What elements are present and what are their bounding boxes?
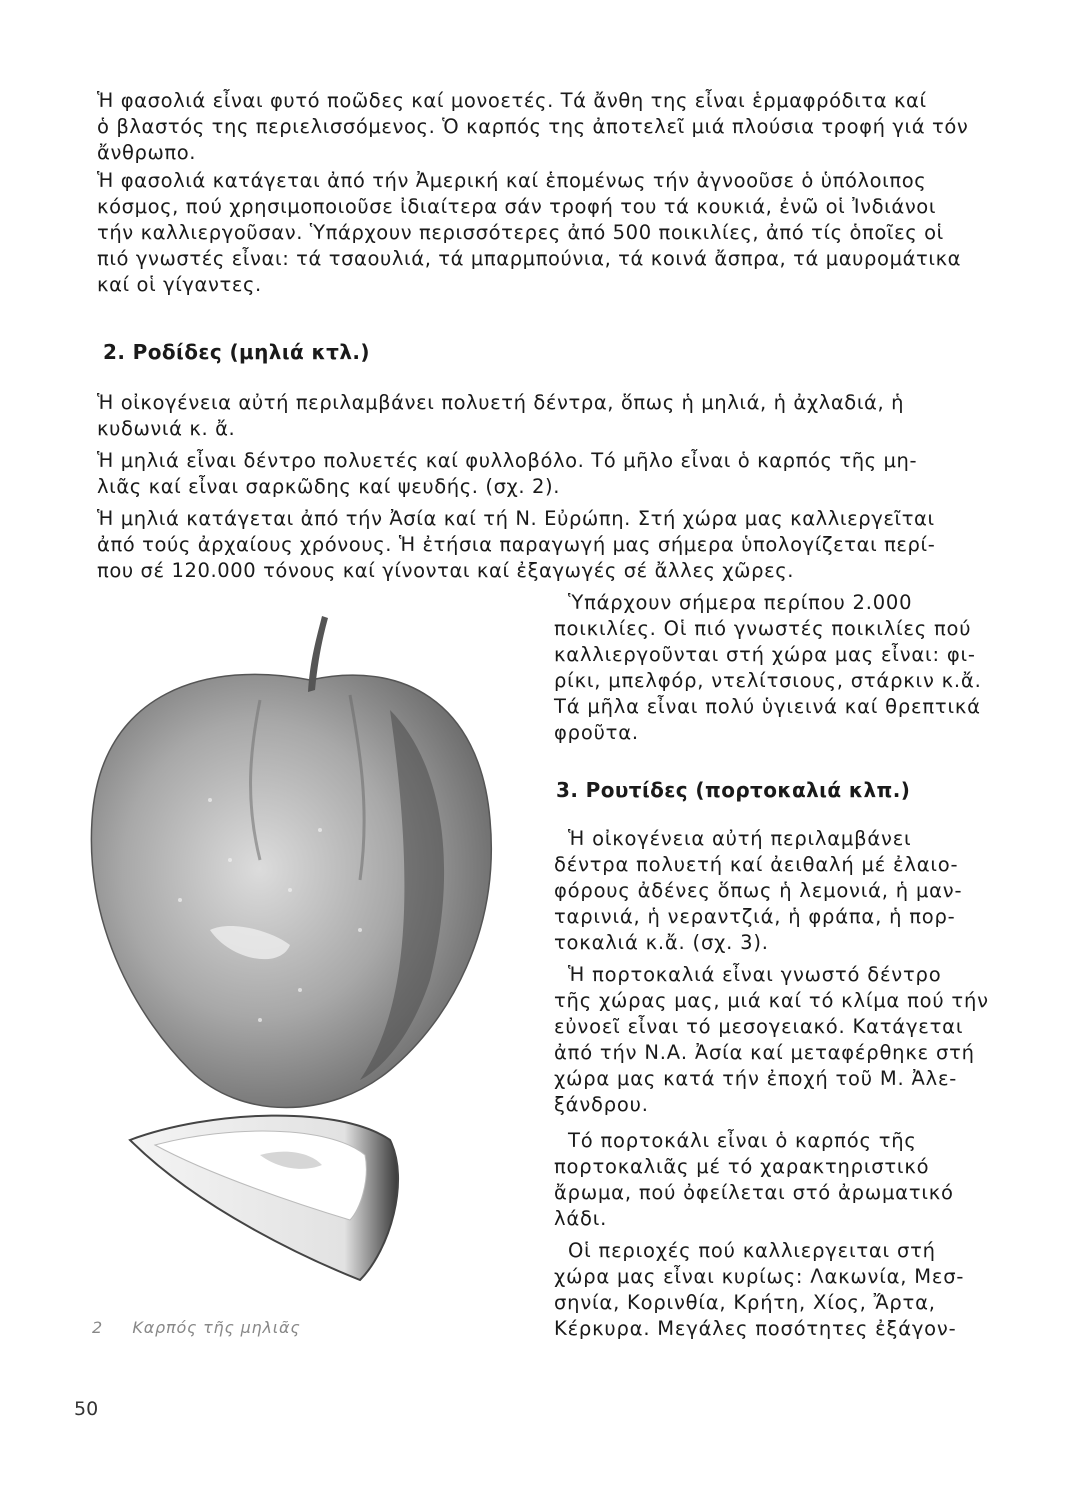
text-line: ὁ βλαστός της περιελισσόμενος. Ὁ καρπός της ἀποτελεῖ μιά πλούσια τροφή γιά τόν xyxy=(97,115,969,138)
text-line: Τά μῆλα εἶναι πολύ ὑγιεινά καί θρεπτικά xyxy=(554,695,981,718)
text-line: πορτοκαλιᾶς μέ τό χαρακτηριστικό xyxy=(554,1155,930,1178)
text-line: Ἡ πορτοκαλιά εἶναι γνωστό δέντρο xyxy=(568,963,942,986)
text-line: τοκαλιά κ.ἄ. (σχ. 3). xyxy=(554,931,769,954)
text-line: που σέ 120.000 τόνους καί γίνονται καί ἐξαγωγές σέ ἄλλες χῶρες. xyxy=(97,559,795,582)
text-line: ἀπό τούς ἀρχαίους χρόνους. Ἡ ἐτήσια παραγωγή μας σήμερα ὑπολογίζεται περί- xyxy=(97,533,936,556)
text-line: πιό γνωστές εἶναι: τά τσαουλιά, τά μπαρμπούνια, τά κοινά ἄσπρα, τά μαυρομάτικα xyxy=(97,247,962,270)
text-line: κυδωνιά κ. ἄ. xyxy=(97,417,236,440)
text-line: ξάνδρου. xyxy=(554,1093,649,1116)
apple-illustration xyxy=(60,600,560,1320)
text-line: καλλιεργοῦνται στή χώρα μας εἶναι: φι- xyxy=(554,643,976,666)
apple-fruit xyxy=(91,674,491,1107)
paragraph-bean-plant xyxy=(97,88,1037,166)
text-line: σηνία, Κορινθία, Κρήτη, Χίος, Ἄρτα, xyxy=(554,1291,936,1314)
paragraph-apple-tree xyxy=(97,448,1037,500)
figure-caption-text: Καρπός τῆς μηλιᾶς xyxy=(132,1318,301,1337)
paragraph-orange-regions xyxy=(554,1238,1009,1342)
paragraph-bean-origin xyxy=(97,168,1037,298)
text-line: δέντρα πολυετή καί ἀειθαλή μέ ἐλαιο- xyxy=(554,853,959,876)
paragraph-rutaceae-family xyxy=(554,826,1009,956)
text-line: λιᾶς καί εἶναι σαρκῶδης καί ψευδής. (σχ. 2). xyxy=(97,475,561,498)
section-heading-rutaceae: 3. Ρουτίδες (πορτοκαλιά κλπ.) xyxy=(556,778,911,802)
text-line: εὐνοεῖ εἶναι τό μεσογειακό. Κατάγεται xyxy=(554,1015,964,1038)
text-line: τῆς χώρας μας, μιά καί τό κλίμα πού τήν xyxy=(554,989,989,1012)
text-line: καί οἱ γίγαντες. xyxy=(97,273,262,296)
paragraph-rosaceae-family xyxy=(97,390,1037,442)
text-line: ἀπό τήν Ν.Α. Ἀσία καί μεταφέρθηκε στή xyxy=(554,1041,975,1064)
text-line: ἄρωμα, πού ὀφείλεται στό ἀρωματικό xyxy=(554,1181,954,1204)
section-heading-rosaceae: 2. Ροδίδες (μηλιά κτλ.) xyxy=(103,340,370,364)
text-line: Ἡ μηλιά εἶναι δέντρο πολυετές καί φυλλοβόλο. Τό μῆλο εἶναι ὁ καρπός τῆς μη- xyxy=(97,449,918,472)
text-line: Ἡ οἰκογένεια αὐτή περιλαμβάνει πολυετή δέντρα, ὅπως ἡ μηλιά, ἡ ἀχλαδιά, ἡ xyxy=(97,391,905,414)
apple-slice xyxy=(130,1116,398,1280)
text-line: ποικιλίες. Οἱ πιό γνωστές ποικιλίες πού xyxy=(554,617,972,640)
text-line: Ἡ φασολιά κατάγεται ἀπό τήν Ἀμερική καί ἑπομένως τήν ἀγνοοῦσε ὁ ὑπόλοιπος xyxy=(97,169,927,192)
text-line: Κέρκυρα. Μεγάλες ποσότητες ἐξάγον- xyxy=(554,1317,957,1340)
paragraph-orange-fruit xyxy=(554,1128,1009,1232)
text-line: φόρους ἀδένες ὅπως ἡ λεμονιά, ἡ μαν- xyxy=(554,879,963,902)
text-line: Ἡ οἰκογένεια αὐτή περιλαμβάνει xyxy=(568,827,912,850)
paragraph-apple-origin xyxy=(97,506,1037,584)
text-line: ταρινιά, ἡ νεραντζιά, ἡ φράπα, ἡ πορ- xyxy=(554,905,956,928)
text-line: ρίκι, μπελφόρ, ντελίτσιους, στάρκιν κ.ἄ. xyxy=(554,669,982,692)
text-line: ἄνθρωπο. xyxy=(97,141,197,164)
paragraph-apple-varieties xyxy=(554,590,1009,746)
text-line: Ἡ φασολιά εἶναι φυτό ποῶδες καί μονοετές. Τά ἄνθη της εἶναι ἑρμαφρόδιτα καί xyxy=(97,89,927,112)
text-line: χώρα μας κατά τήν ἐποχή τοῦ Μ. Ἀλε- xyxy=(554,1067,958,1090)
text-line: φροῦτα. xyxy=(554,721,639,744)
text-line: Ὑπάρχουν σήμερα περίπου 2.000 xyxy=(568,591,913,614)
paragraph-orange-tree xyxy=(554,962,1009,1118)
page-number: 50 xyxy=(74,1398,99,1420)
text-line: κόσμος, πού χρησιμοποιοῦσε ἰδιαίτερα σάν τροφή του τά κουκιά, ἐνῶ οἱ Ἰνδιάνοι xyxy=(97,195,937,218)
text-line: χώρα μας εἶναι κυρίως: Λακωνία, Μεσ- xyxy=(554,1265,965,1288)
text-line: Ἡ μηλιά κατάγεται ἀπό τήν Ἀσία καί τή Ν. Εὐρώπη. Στή χώρα μας καλλιεργεῖται xyxy=(97,507,935,530)
text-line: τήν καλλιεργοῦσαν. Ὑπάρχουν περισσότερες ἀπό 500 ποικιλίες, ἀπό τίς ὁποῖες οἱ xyxy=(97,221,944,244)
figure-number: 2 xyxy=(92,1318,103,1337)
text-line: λάδι. xyxy=(554,1207,608,1230)
figure-caption xyxy=(92,1318,301,1337)
text-line: Τό πορτοκάλι εἶναι ὁ καρπός τῆς xyxy=(568,1129,917,1152)
text-line: Οἱ περιοχές πού καλλιεργειται στή xyxy=(568,1239,936,1262)
